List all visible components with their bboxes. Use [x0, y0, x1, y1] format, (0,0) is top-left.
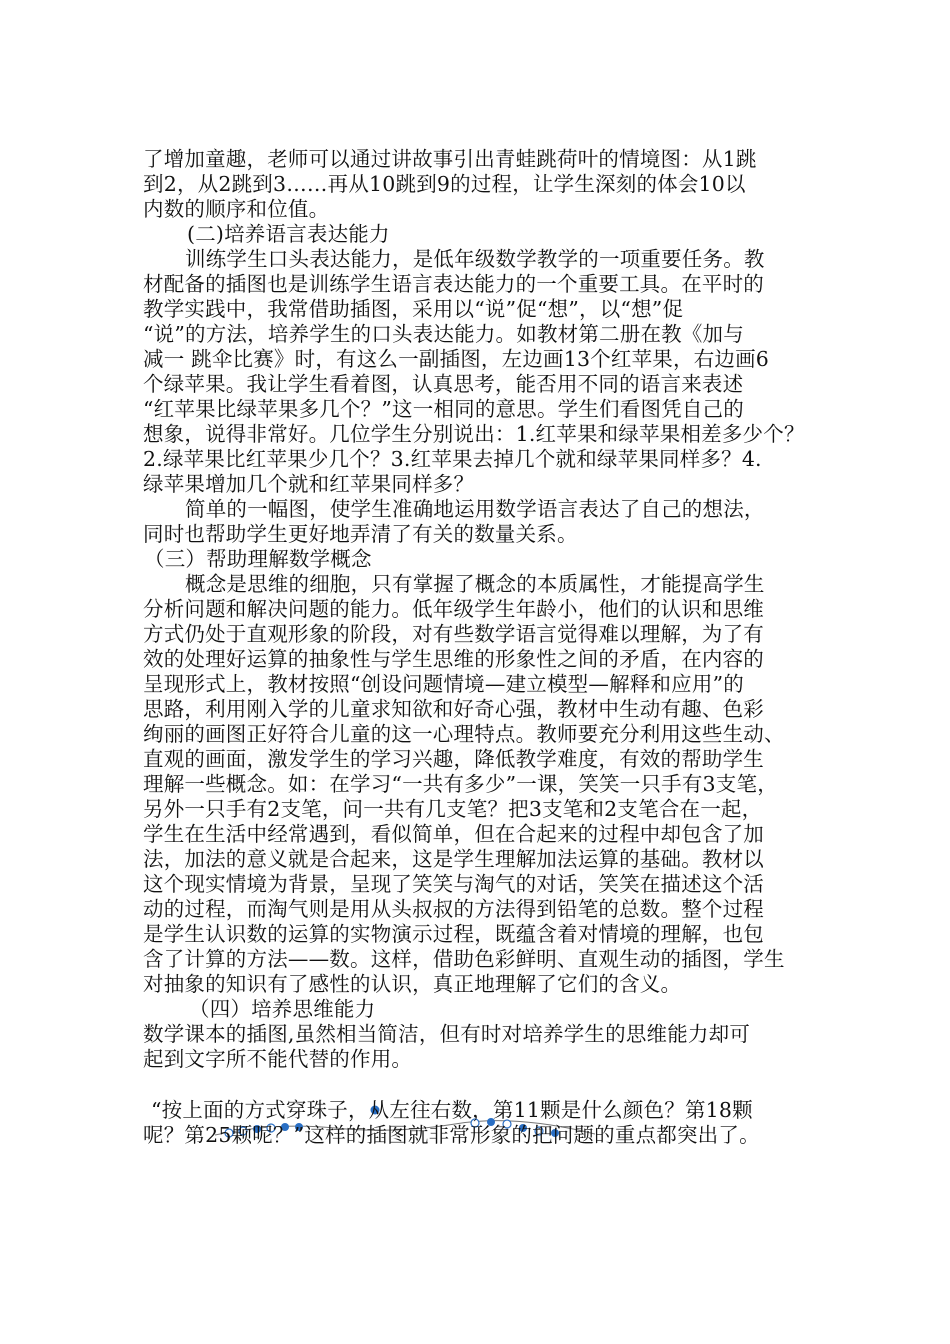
- paragraph-line: 呢？第25颗呢？”这样的插图就非常形象的把问题的重点都突出了。: [143, 1123, 760, 1147]
- paragraph-line: 想象，说得非常好。几位学生分别说出：1.红苹果和绿苹果相差多少个？: [143, 422, 805, 446]
- paragraph-line: 2.绿苹果比红苹果少几个？3.红苹果去掉几个就和绿苹果同样多？4.: [143, 447, 762, 471]
- paragraph-line: 个绿苹果。我让学生看着图，认真思考，能否用不同的语言来表述: [143, 372, 744, 396]
- paragraph-line: 到2，从2跳到3……再从10跳到9的过程，让学生深刻的体会10以: [143, 172, 746, 196]
- paragraph-line: 绚丽的画图正好符合儿童的这一心理特点。教师要充分利用这些生动、: [143, 722, 785, 746]
- paragraph-line: 呈现形式上，教材按照“创设问题情境—建立模型—解释和应用”的: [143, 672, 744, 696]
- section-heading: （三）帮助理解数学概念: [144, 547, 372, 571]
- paragraph-line: 理解一些概念。如：在学习“一共有多少”一课，笑笑一只手有3支笔，: [143, 772, 778, 796]
- paragraph-line: 直观的画面，激发学生的学习兴趣，降低教学难度，有效的帮助学生: [143, 747, 764, 771]
- paragraph-line: 减一 跳伞比赛》时，有这么一副插图，左边画13个红苹果，右边画6: [143, 347, 770, 371]
- paragraph-line: 另外一只手有2支笔，问一共有几支笔？把3支笔和2支笔合在一起，: [143, 797, 763, 821]
- paragraph-line: 含了计算的方法——数。这样，借助色彩鲜明、直观生动的插图，学生: [143, 947, 785, 971]
- paragraph-line: 同时也帮助学生更好地弄清了有关的数量关系。: [143, 522, 578, 546]
- paragraph-line: 教学实践中，我常借助插图，采用以“说”促“想”，以“想”促: [143, 297, 684, 321]
- paragraph-line: 概念是思维的细胞，只有掌握了概念的本质属性，才能提高学生: [185, 572, 765, 596]
- paragraph-line: “红苹果比绿苹果多几个？”这一相同的意思。学生们看图凭自己的: [143, 397, 744, 421]
- paragraph-line: 绿苹果增加几个就和红苹果同样多？: [143, 472, 475, 496]
- paragraph-line: 简单的一幅图，使学生准确地运用数学语言表达了自己的想法，: [185, 497, 765, 521]
- paragraph-line: 效的处理好运算的抽象性与学生思维的形象性之间的矛盾，在内容的: [143, 647, 764, 671]
- paragraph-line: 对抽象的知识有了感性的认识，真正地理解了它们的含义。: [143, 972, 682, 996]
- paragraph-line: 这个现实情境为背景，呈现了笑笑与淘气的对话，笑笑在描述这个活: [143, 872, 764, 896]
- paragraph-line: 思路，利用刚入学的儿童求知欲和好奇心强，教材中生动有趣、色彩: [143, 697, 764, 721]
- paragraph-line: 了增加童趣，老师可以通过讲故事引出青蛙跳荷叶的情境图：从1跳: [143, 147, 757, 171]
- section-heading: (二)培养语言表达能力: [187, 222, 390, 246]
- paragraph-line: 动的过程，而淘气则是用从头叔叔的方法得到铅笔的总数。整个过程: [143, 897, 764, 921]
- paragraph-line: 方式仍处于直观形象的阶段，对有些数学语言觉得难以理解，为了有: [143, 622, 764, 646]
- paragraph-line: 法，加法的意义就是合起来，这是学生理解加法运算的基础。教材以: [143, 847, 764, 871]
- paragraph-line: 学生在生活中经常遇到，看似简单，但在合起来的过程中却包含了加: [143, 822, 764, 846]
- paragraph-line: 分析问题和解决问题的能力。低年级学生年龄小，他们的认识和思维: [143, 597, 764, 621]
- paragraph-line: 材配备的插图也是训练学生语言表达能力的一个重要工具。在平时的: [143, 272, 764, 296]
- paragraph-line: 数学课本的插图,虽然相当简洁，但有时对培养学生的思维能力却可: [143, 1022, 751, 1046]
- paragraph-line: 起到文字所不能代替的作用。: [143, 1047, 413, 1071]
- section-heading: （四）培养思维能力: [189, 997, 376, 1021]
- paragraph-line: 内数的顺序和位值。: [143, 197, 330, 221]
- paragraph-line: 训练学生口头表达能力，是低年级数学教学的一项重要任务。教: [185, 247, 765, 271]
- paragraph-line: 是学生认识数的运算的实物演示过程，既蕴含着对情境的理解，也包: [143, 922, 764, 946]
- paragraph-line: “说”的方法，培养学生的口头表达能力。如教材第二册在教《加与: [143, 322, 744, 346]
- paragraph-line: “按上面的方式穿珠子，从左往右数，第11颗是什么颜色？第18颗: [151, 1098, 753, 1122]
